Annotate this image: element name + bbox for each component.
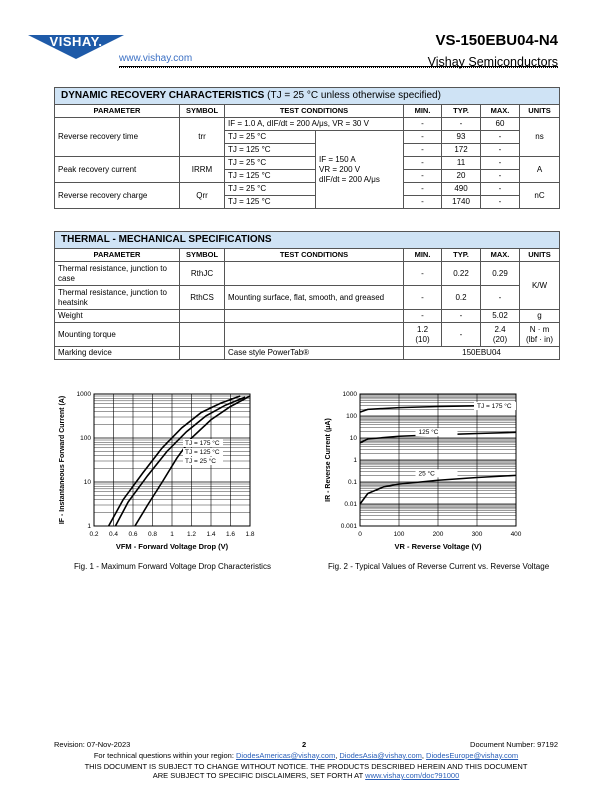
y-axis-label: IR - Reverse Current (μA) (325, 418, 332, 502)
x-axis-label: VFM - Forward Voltage Drop (V) (115, 542, 229, 551)
email-link[interactable]: DiodesEurope@vishay.com (426, 751, 519, 760)
series-label: 125 °C (418, 429, 439, 437)
units-cell: g (520, 310, 560, 323)
col-header: TYP. (442, 105, 481, 118)
units-cell: nC (520, 183, 560, 209)
fig1-chart (48, 385, 298, 560)
dynamic-recovery-table (54, 87, 560, 209)
page-number: 2 (302, 740, 307, 749)
param-cell: Mounting torque (55, 323, 180, 347)
min-cell: - (404, 183, 442, 196)
max-cell: 2.4 (20) (481, 323, 520, 347)
fig2-caption: Fig. 2 - Typical Values of Reverse Current vs. Reverse Voltage (328, 562, 550, 571)
col-header: UNITS (520, 105, 560, 118)
cond-cell: TJ = 125 °C (225, 196, 316, 209)
symbol-cell: RthCS (180, 286, 225, 310)
x-tick-label: 0.2 (89, 531, 99, 538)
y-tick-label: 0.1 (347, 479, 357, 486)
max-cell: - (481, 144, 520, 157)
typ-cell: - (442, 118, 481, 131)
logo-text: VISHAY. (49, 34, 103, 49)
min-cell: - (404, 144, 442, 157)
y-tick-label: 10 (349, 435, 357, 442)
fig1-caption: Fig. 1 - Maximum Forward Voltage Drop Characteristics (74, 562, 271, 571)
thermal-table (54, 231, 560, 360)
x-tick-label: 0.6 (128, 531, 138, 538)
division-name: Vishay Semiconductors (427, 55, 558, 69)
legend-entry: TJ = 125 °C (185, 449, 220, 456)
symbol-cell (180, 323, 225, 347)
website-link[interactable]: www.vishay.com (119, 53, 193, 64)
x-tick-label: 1.4 (206, 531, 216, 538)
col-header: TEST CONDITIONS (225, 249, 404, 262)
thermal-title: THERMAL - MECHANICAL SPECIFICATIONS (55, 232, 560, 249)
series-label: TJ = 175 °C (477, 403, 512, 411)
max-cell: - (481, 170, 520, 183)
typ-cell: 0.22 (442, 262, 481, 286)
series-label: 25 °C (418, 470, 435, 478)
cond-cell: TJ = 25 °C (225, 131, 316, 144)
y-tick-label: 1000 (76, 391, 91, 398)
min-cell: - (404, 118, 442, 131)
max-cell: 60 (481, 118, 520, 131)
max-cell: - (481, 157, 520, 170)
email-link[interactable]: DiodesAmericas@vishay.com (236, 751, 336, 760)
shared-cond-cell (316, 131, 404, 209)
param-cell: Thermal resistance, junction to case (55, 262, 180, 286)
min-cell: 1.2 (10) (404, 323, 442, 347)
typ-cell: - (442, 310, 481, 323)
cond-cell (225, 323, 404, 347)
col-header: MAX. (481, 249, 520, 262)
part-number: VS-150EBU04-N4 (435, 32, 558, 49)
max-cell: - (481, 286, 520, 310)
shared-cond-line: IF = 150 A (319, 154, 356, 164)
y-tick-label: 10 (83, 479, 91, 486)
min-cell: - (404, 262, 442, 286)
x-tick-label: 1.8 (245, 531, 255, 538)
param-cell: Reverse recovery time (55, 118, 180, 157)
notice-line-1: THIS DOCUMENT IS SUBJECT TO CHANGE WITHOUT NOTICE. THE PRODUCTS DESCRIBED HEREIN AND THIS DOCUMENT (84, 762, 528, 771)
typ-cell: - (442, 323, 481, 347)
legend-entry: TJ = 175 °C (185, 440, 220, 447)
typ-cell: 20 (442, 170, 481, 183)
cond-cell: IF = 1.0 A, dIF/dt = 200 A/μs, VR = 30 V (225, 118, 404, 131)
symbol-cell: IRRM (180, 157, 225, 183)
symbol-cell (180, 310, 225, 323)
dynamic-title: DYNAMIC RECOVERY CHARACTERISTICS (TJ = 25 °C unless otherwise specified) (55, 88, 560, 105)
series-line (115, 397, 245, 526)
x-tick-label: 100 (393, 531, 405, 538)
param-cell: Peak recovery current (55, 157, 180, 183)
y-axis-label: IF - Instantaneous Forward Current (A) (59, 395, 66, 525)
cond-cell: TJ = 125 °C (225, 144, 316, 157)
y-tick-label: 1 (87, 523, 91, 530)
document-number: Document Number: 97192 (470, 740, 558, 749)
cond-cell: TJ = 25 °C (225, 183, 316, 196)
col-header: TEST CONDITIONS (225, 105, 404, 118)
x-tick-label: 300 (471, 531, 483, 538)
y-tick-label: 0.001 (340, 523, 357, 530)
cond-cell: TJ = 25 °C (225, 157, 316, 170)
x-tick-label: 1 (170, 531, 174, 538)
col-header: SYMBOL (180, 249, 225, 262)
cond-cell (225, 310, 404, 323)
symbol-cell (180, 347, 225, 360)
shared-cond-line: VR = 200 V (319, 164, 361, 174)
col-header: MAX. (481, 105, 520, 118)
col-header: PARAMETER (55, 105, 180, 118)
units-cell: A (520, 157, 560, 183)
fig2-chart (312, 385, 562, 560)
col-header: SYMBOL (180, 105, 225, 118)
revision: Revision: 07-Nov-2023 (54, 740, 131, 749)
x-tick-label: 200 (432, 531, 444, 538)
x-tick-label: 0 (358, 531, 362, 538)
typ-cell: 172 (442, 144, 481, 157)
max-cell: 5.02 (481, 310, 520, 323)
max-cell: - (481, 183, 520, 196)
x-axis-label: VR - Reverse Voltage (V) (394, 542, 482, 551)
cond-cell: Mounting surface, flat, smooth, and greased (225, 286, 404, 310)
typ-cell: 11 (442, 157, 481, 170)
col-header: MIN. (404, 249, 442, 262)
y-tick-label: 0.01 (344, 501, 357, 508)
param-cell: Marking device (55, 347, 180, 360)
max-cell: - (481, 196, 520, 209)
col-header: UNITS (520, 249, 560, 262)
typ-cell: 1740 (442, 196, 481, 209)
min-cell: - (404, 170, 442, 183)
cond-cell: Case style PowerTab® (225, 347, 404, 360)
min-cell: - (404, 131, 442, 144)
x-tick-label: 1.6 (225, 531, 236, 538)
shared-cond-line: dIF/dt = 200 A/μs (319, 174, 380, 184)
x-tick-label: 0.8 (147, 531, 158, 538)
typ-cell: 490 (442, 183, 481, 196)
min-cell: - (404, 310, 442, 323)
param-cell: Weight (55, 310, 180, 323)
email-link[interactable]: DiodesAsia@vishay.com (339, 751, 422, 760)
min-cell: - (404, 196, 442, 209)
notice-line-2: ARE SUBJECT TO SPECIFIC DISCLAIMERS, SET FORTH AT www.vishay.com/doc?91000 (152, 771, 460, 780)
units-cell: N · m (lbf · in) (520, 323, 560, 347)
col-header: MIN. (404, 105, 442, 118)
x-tick-label: 400 (510, 531, 522, 538)
param-cell: Reverse recovery charge (55, 183, 180, 209)
y-tick-label: 100 (80, 435, 91, 442)
y-tick-label: 100 (346, 413, 357, 420)
legend-entry: TJ = 25 °C (185, 458, 216, 465)
max-cell: 0.29 (481, 262, 520, 286)
cond-cell: TJ = 125 °C (225, 170, 316, 183)
col-header: PARAMETER (55, 249, 180, 262)
y-tick-label: 1000 (342, 391, 357, 398)
disclaimer-link[interactable]: www.vishay.com/doc?91000 (365, 771, 460, 780)
cond-cell (225, 262, 404, 286)
x-tick-label: 1.2 (186, 531, 197, 538)
units-cell: ns (520, 118, 560, 157)
marking-value: 150EBU04 (404, 347, 560, 360)
x-tick-label: 0.4 (108, 531, 119, 538)
max-cell: - (481, 131, 520, 144)
symbol-cell: trr (180, 118, 225, 157)
symbol-cell: Qrr (180, 183, 225, 209)
support-line: For technical questions within your region: DiodesAmericas@vishay.com, DiodesAsia@vishay.com, DiodesEurope@vishay.com (93, 751, 519, 760)
typ-cell: 93 (442, 131, 481, 144)
col-header: TYP. (442, 249, 481, 262)
symbol-cell: RthJC (180, 262, 225, 286)
param-cell: Thermal resistance, junction to heatsink (55, 286, 180, 310)
min-cell: - (404, 286, 442, 310)
typ-cell: 0.2 (442, 286, 481, 310)
min-cell: - (404, 157, 442, 170)
y-tick-label: 1 (353, 457, 357, 464)
units-cell: K/W (520, 262, 560, 310)
